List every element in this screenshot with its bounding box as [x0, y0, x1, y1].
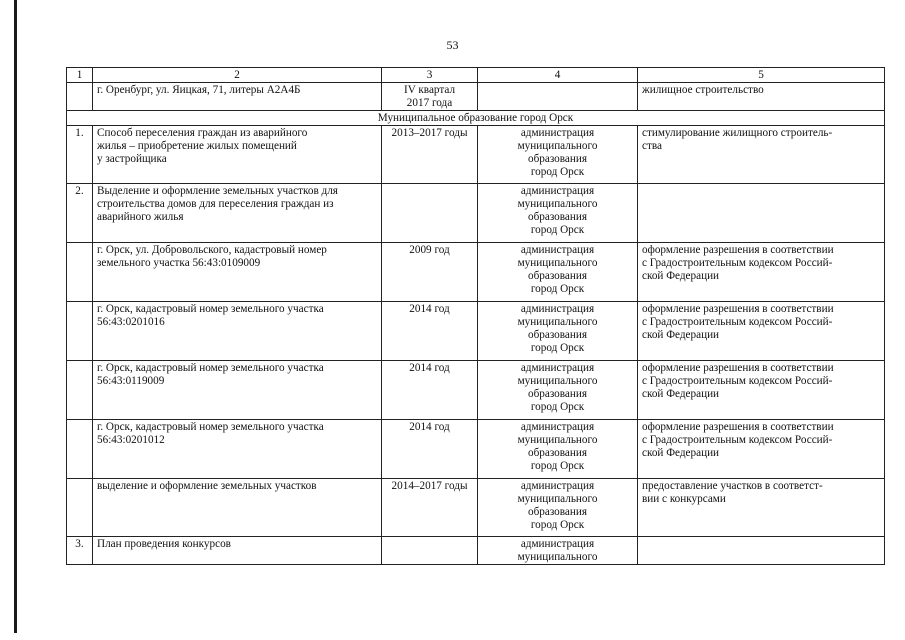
note-cell: предоставление участков в соответст- вии с конкурсами: [638, 479, 885, 537]
table-row: [67, 302, 885, 361]
period-cell: 2014 год: [382, 361, 478, 420]
note-cell: [638, 184, 885, 243]
period-cell: [382, 184, 478, 243]
row-number-cell: [67, 479, 93, 537]
executor-cell: администрация муниципального образования город Орск: [478, 361, 638, 420]
executor-cell: администрация муниципального образования город Орск: [478, 479, 638, 537]
program-table: [66, 67, 885, 565]
period-cell: 2014–2017 годы: [382, 479, 478, 537]
section-title: Муниципальное образование город Орск: [67, 111, 885, 126]
row-number-cell: [67, 243, 93, 302]
note-cell: оформление разрешения в соответствии с Градостроительным кодексом Россий- ской Федерации: [638, 361, 885, 420]
period-cell: 2014 год: [382, 420, 478, 479]
description-cell: Выделение и оформление земельных участков для строительства домов для переселения граждан из аварийного жилья: [93, 184, 382, 243]
table-row: [67, 83, 885, 111]
period-cell: [382, 537, 478, 565]
description-cell: г. Орск, кадастровый номер земельного участка 56:43:0201012: [93, 420, 382, 479]
description-cell: г. Орск, ул. Добровольского, кадастровый номер земельного участка 56:43:0109009: [93, 243, 382, 302]
period-cell: IV квартал 2017 года: [382, 83, 478, 111]
column-number: 1: [67, 68, 93, 83]
row-number-cell: [67, 302, 93, 361]
table-row: [67, 420, 885, 479]
page-number: 53: [446, 38, 459, 52]
row-number-cell: [67, 420, 93, 479]
executor-cell: администрация муниципального образования город Орск: [478, 420, 638, 479]
executor-cell: администрация муниципального: [478, 537, 638, 565]
note-cell: оформление разрешения в соответствии с Градостроительным кодексом Россий- ской Федерации: [638, 420, 885, 479]
executor-cell: администрация муниципального образования город Орск: [478, 302, 638, 361]
note-cell: [638, 537, 885, 565]
table-row: [67, 537, 885, 565]
executor-cell: администрация муниципального образования город Орск: [478, 243, 638, 302]
row-number-cell: 2.: [67, 184, 93, 243]
period-cell: 2014 год: [382, 302, 478, 361]
table-row: [67, 361, 885, 420]
column-number-row: [67, 68, 885, 83]
row-number-cell: 3.: [67, 537, 93, 565]
note-cell: стимулирование жилищного строитель- ства: [638, 126, 885, 184]
note-cell: жилищное строительство: [638, 83, 885, 111]
note-cell: оформление разрешения в соответствии с Градостроительным кодексом Россий- ской Федерации: [638, 243, 885, 302]
description-cell: г. Орск, кадастровый номер земельного участка 56:43:0119009: [93, 361, 382, 420]
note-cell: оформление разрешения в соответствии с Градостроительным кодексом Россий- ской Федерации: [638, 302, 885, 361]
period-cell: 2013–2017 годы: [382, 126, 478, 184]
description-cell: выделение и оформление земельных участков: [93, 479, 382, 537]
executor-cell: администрация муниципального образования город Орск: [478, 184, 638, 243]
row-number-cell: 1.: [67, 126, 93, 184]
description-cell: г. Орск, кадастровый номер земельного участка 56:43:0201016: [93, 302, 382, 361]
executor-cell: [478, 83, 638, 111]
binding-edge-line: [14, 0, 17, 633]
column-number: 5: [638, 68, 885, 83]
column-number: 4: [478, 68, 638, 83]
table-row: [67, 184, 885, 243]
row-number-cell: [67, 361, 93, 420]
row-number-cell: [67, 83, 93, 111]
table-row: [67, 243, 885, 302]
description-cell: Способ переселения граждан из аварийного жилья – приобретение жилых помещений у застройщика: [93, 126, 382, 184]
column-number: 3: [382, 68, 478, 83]
description-cell: г. Оренбург, ул. Яицкая, 71, литеры А2А4Б: [93, 83, 382, 111]
period-cell: 2009 год: [382, 243, 478, 302]
column-number: 2: [93, 68, 382, 83]
description-cell: План проведения конкурсов: [93, 537, 382, 565]
table-row: [67, 479, 885, 537]
section-heading-row: [67, 111, 885, 126]
executor-cell: администрация муниципального образования город Орск: [478, 126, 638, 184]
table-row: [67, 126, 885, 184]
